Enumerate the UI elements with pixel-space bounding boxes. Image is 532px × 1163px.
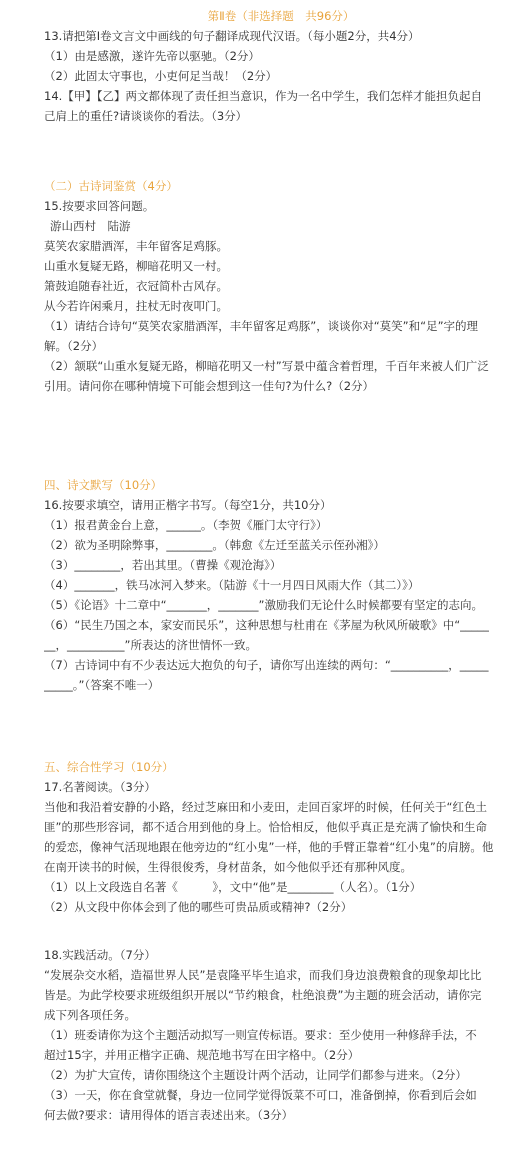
q18-sub1-cont: 超过15字，并用正楷字正确、规范地书写在田字格中。（2分）	[44, 1048, 360, 1062]
section-heading: （二）古诗词鉴赏（4分）	[44, 179, 178, 193]
q16-stem: 16.按要求填空，请用正楷字书写。（每空1分，共10分）	[44, 498, 332, 512]
q16-item: （2）欲为圣明除弊事，________。（韩愈《左迁至蓝关示侄孙湘》）	[44, 538, 385, 552]
section-translation	[44, 26, 518, 126]
q17-stem: 17.名著阅读。（3分）	[44, 780, 156, 794]
poem-title: 游山西村 陆游	[50, 219, 131, 233]
q16-item: （4）_______，铁马冰河入梦来。（陆游《十一月四日风雨大作（其二）》）	[44, 578, 420, 592]
q17-sub1: （1）以上文段选自名著《 》，文中“他”是________（人名）。（1分）	[44, 880, 422, 894]
q17-passage: 的爱恋，像神气活现地跟在他旁边的“红小鬼”一样，他的手臂正靠着“红小鬼”的肩膀。他	[44, 840, 494, 854]
q17-passage: 匪”的那些形容词，都不适合用到他的身上。恰恰相反，他似乎真正是充满了愉快和生命	[44, 820, 487, 834]
q13-sub2: （2）此固太守事也，小吏何足当哉！（2分）	[44, 69, 278, 83]
q18-intro: 皆是。为此学校要求班级组织开展以“节约粮食，杜绝浪费”为主题的班会活动，请你完	[44, 988, 482, 1002]
q16-item-cont: _____。”（答案不唯一）	[44, 678, 160, 692]
section-heading: 五、综合性学习（10分）	[44, 760, 174, 774]
q16-item: （1）报君黄金台上意，______。（李贺《雁门太守行》）	[44, 518, 328, 532]
q16-item: （6）“民生乃国之本，家安而民乐”，这种思想与杜甫在《茅屋为秋风所破歌》中“_____	[44, 618, 489, 632]
q14-stem-cont: 己肩上的重任?请谈谈你的看法。（3分）	[44, 109, 248, 123]
q16-item: （3）________，若出其里。（曹操《观沧海》）	[44, 558, 282, 572]
section-practice	[44, 945, 518, 1125]
q18-stem: 18.实践活动。（7分）	[44, 948, 156, 962]
section-heading: 四、诗文默写（10分）	[44, 478, 163, 492]
q16-item: （5）《论语》十二章中“_______，_______”激励我们无论什么时候都要有坚定的志向。	[44, 598, 483, 612]
q17-sub2: （2）从文段中你体会到了他的哪些可贵品质或精神?（2分）	[44, 900, 353, 914]
q15-stem: 15.按要求回答问题。	[44, 199, 155, 213]
q15-sub2: （2）颔联“山重水复疑无路，柳暗花明又一村”写景中蕴含着哲理，千百年来被人们广泛	[44, 359, 489, 373]
q18-intro: 成下列各项任务。	[44, 1008, 136, 1022]
q18-sub2: （2）为扩大宣传，请你围绕这个主题设计两个活动，让同学们都参与进来。（2分）	[44, 1068, 467, 1082]
q18-sub1: （1）班委请你为这个主题活动拟写一则宣传标语。要求：至少使用一种修辞手法，不	[44, 1028, 477, 1042]
q18-sub3: （3）一天，你在食堂就餐，身边一位同学觉得饭菜不可口，准备倒掉，你看到后会如	[44, 1088, 477, 1102]
q14-stem: 14.【甲】【乙】两文都体现了责任担当意识，作为一名中学生，我们怎样才能担负起自	[44, 89, 483, 103]
q15-sub1: （1）请结合诗句“莫笑农家腊酒浑，丰年留客足鸡豚”，谈谈你对“莫笑”和“足”字的理	[44, 319, 479, 333]
q13-stem: 13.请把第Ⅰ卷文言文中画线的句子翻译成现代汉语。（每小题2分，共4分）	[44, 29, 420, 43]
section-dictation	[44, 475, 518, 695]
q16-item: （7）古诗词中有不少表达远大抱负的句子，请你写出连续的两句：“__________，_____	[44, 658, 489, 672]
poem-line: 山重水复疑无路，柳暗花明又一村。	[44, 259, 228, 273]
q18-sub3-cont: 何去做?要求：请用得体的语言表述出来。（3分）	[44, 1108, 294, 1122]
part2-title: 第Ⅱ卷（非选择题 共96分）	[207, 9, 355, 23]
q18-intro: “发展杂交水稻，造福世界人民”是袁隆平毕生追求，而我们身边浪费粮食的现象却比比	[44, 968, 482, 982]
q17-passage: 在南开读书的时候，生得很俊秀，身材苗条，如今他似乎还有那种风度。	[44, 860, 412, 874]
poem-line: 箫鼓追随春社近，衣冠简朴古风存。	[44, 279, 228, 293]
q15-sub1-cont: 解。（2分）	[44, 339, 104, 353]
section-poetry	[44, 176, 518, 396]
q15-sub2-cont: 引用。请问你在哪种情境下可能会想到这一佳句?为什么?（2分）	[44, 379, 375, 393]
q13-sub1: （1）由是感激，遂许先帝以驱驰。（2分）	[44, 49, 260, 63]
q17-passage: 当他和我沿着安静的小路，经过芝麻田和小麦田，走回百家坪的时候，任何关于“红色土	[44, 800, 487, 814]
poem-line: 从今若许闲乘月，拄杖无时夜叩门。	[44, 299, 228, 313]
section-comprehensive	[44, 757, 518, 917]
poem-line: 莫笑农家腊酒浑，丰年留客足鸡豚。	[44, 239, 228, 253]
q16-item-cont: __，__________”所表达的济世情怀一致。	[44, 638, 257, 652]
